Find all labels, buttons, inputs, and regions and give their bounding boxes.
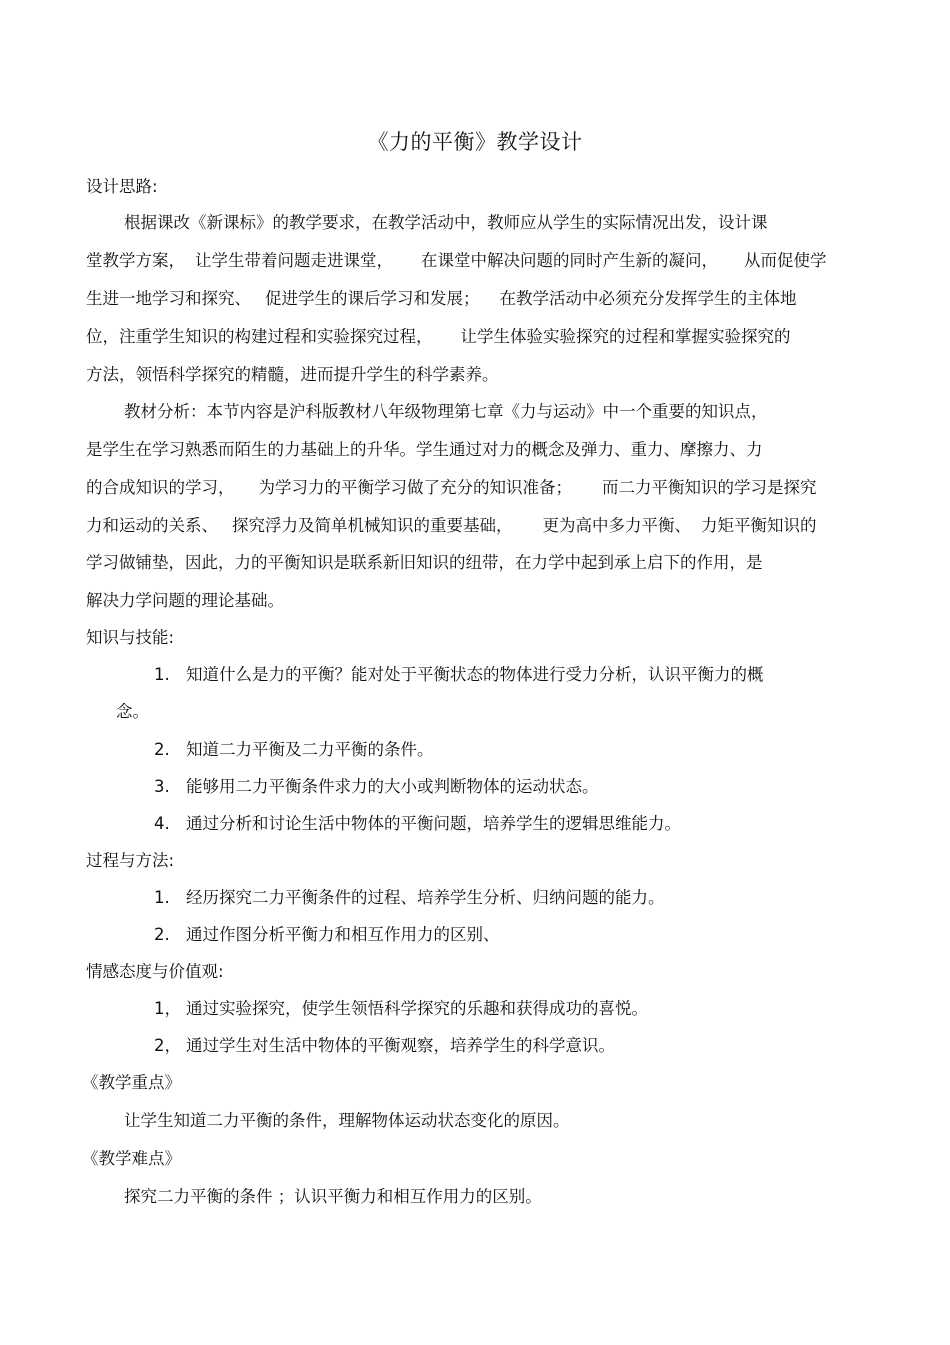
- item-text: 通过分析和讨论生活中物体的平衡问题，培养学生的逻辑思维能力。: [186, 814, 681, 833]
- material-line-1: 教材分析：本节内容是沪科版教材八年级物理第七章《力与运动》中一个重要的知识点，: [124, 402, 768, 421]
- section-heading-difficulty: 《教学难点》: [82, 1149, 181, 1168]
- material-line-6: 解决力学问题的理论基础。: [86, 591, 284, 610]
- text-run: 堂教学方案，: [86, 251, 185, 270]
- text-run: 力矩平衡知识的: [701, 516, 817, 535]
- item-number: 3.: [154, 777, 170, 796]
- process-item-2: [154, 924, 500, 946]
- emotion-item-1: [154, 998, 648, 1020]
- knowledge-item-2: [154, 739, 434, 761]
- document-title: 《力的平衡》教学设计: [367, 130, 583, 154]
- design-line-1: 根据课改《新课标》的教学要求，在教学活动中，教师应从学生的实际情况出发，设计课: [124, 213, 768, 232]
- item-text: 通过作图分析平衡力和相互作用力的区别、: [186, 925, 500, 944]
- knowledge-item-1: [154, 664, 764, 686]
- design-line-2: [86, 250, 827, 272]
- section-heading-process: 过程与方法:: [86, 851, 175, 870]
- item-number: 1.: [154, 665, 170, 684]
- text-run: 从而促使学: [744, 251, 827, 270]
- item-number: 2.: [154, 925, 170, 944]
- text-run: 让学生体验实验探究的过程和掌握实验探究的: [460, 327, 791, 346]
- text-run: 探究浮力及简单机械知识的重要基础，: [232, 516, 513, 535]
- item-number: 4.: [154, 814, 170, 833]
- item-text: 经历探究二力平衡条件的过程、培养学生分析、归纳问题的能力。: [186, 888, 665, 907]
- text-run: 更为高中多力平衡、: [542, 516, 691, 535]
- knowledge-item-3: [154, 776, 599, 798]
- item-text: 知道二力平衡及二力平衡的条件。: [186, 740, 434, 759]
- material-line-5: 学习做铺垫，因此，力的平衡知识是联系新旧知识的纽带，在力学中起到承上启下的作用，是: [86, 553, 763, 572]
- text-run: 的合成知识的学习，: [86, 478, 235, 497]
- key-point-text: 让学生知道二力平衡的条件，理解物体运动状态变化的原因。: [124, 1111, 570, 1130]
- item-number: 1.: [154, 888, 170, 907]
- text-run: 在教学活动中必须充分发挥学生的主体地: [499, 289, 797, 308]
- item-text: 能够用二力平衡条件求力的大小或判断物体的运动状态。: [186, 777, 599, 796]
- text-run: 位，注重学生知识的构建过程和实验探究过程，: [86, 327, 433, 346]
- text-run: 而二力平衡知识的学习是探究: [602, 478, 817, 497]
- emotion-item-2: [154, 1035, 615, 1057]
- item-text: 通过实验探究，使学生领悟科学探究的乐趣和获得成功的喜悦。: [186, 999, 648, 1018]
- item-number: 1，: [154, 999, 181, 1018]
- process-item-1: [154, 887, 665, 909]
- text-run: 在课堂中解决问题的同时产生新的凝问，: [421, 251, 718, 270]
- difficulty-text: 探究二力平衡的条件 ；认识平衡力和相互作用力的区别。: [124, 1187, 542, 1206]
- knowledge-item-4: [154, 813, 681, 835]
- item-number: 2，: [154, 1036, 181, 1055]
- material-line-4: [86, 515, 817, 537]
- section-heading-key-point: 《教学重点》: [82, 1073, 181, 1092]
- item-text: 知道什么是力的平衡？能对处于平衡状态的物体进行受力分析，认识平衡力的概: [186, 665, 764, 684]
- design-line-3: [86, 288, 797, 310]
- text-run: 为学习力的平衡学习做了充分的知识准备；: [258, 478, 572, 497]
- material-line-3: [86, 477, 817, 499]
- design-line-4: [86, 326, 791, 348]
- text-run: 让学生带着问题走进课堂，: [195, 251, 393, 270]
- material-line-2: 是学生在学习熟悉而陌生的力基础上的升华。学生通过对力的概念及弹力、重力、摩擦力、力: [86, 440, 763, 459]
- text-run: 力和运动的关系、: [86, 516, 218, 535]
- text-run: 促进学生的课后学习和发展；: [265, 289, 480, 308]
- section-heading-design: 设计思路:: [86, 177, 158, 196]
- design-line-5: 方法，领悟科学探究的精髓，进而提升学生的科学素养。: [86, 365, 499, 384]
- section-heading-emotion: 情感态度与价值观:: [86, 962, 224, 981]
- item-text: 通过学生对生活中物体的平衡观察，培养学生的科学意识。: [186, 1036, 615, 1055]
- item-number: 2.: [154, 740, 170, 759]
- section-heading-knowledge: 知识与技能:: [86, 628, 175, 647]
- text-run: 生进一地学习和探究、: [86, 289, 251, 308]
- knowledge-item-1-continued: 念。: [116, 702, 149, 721]
